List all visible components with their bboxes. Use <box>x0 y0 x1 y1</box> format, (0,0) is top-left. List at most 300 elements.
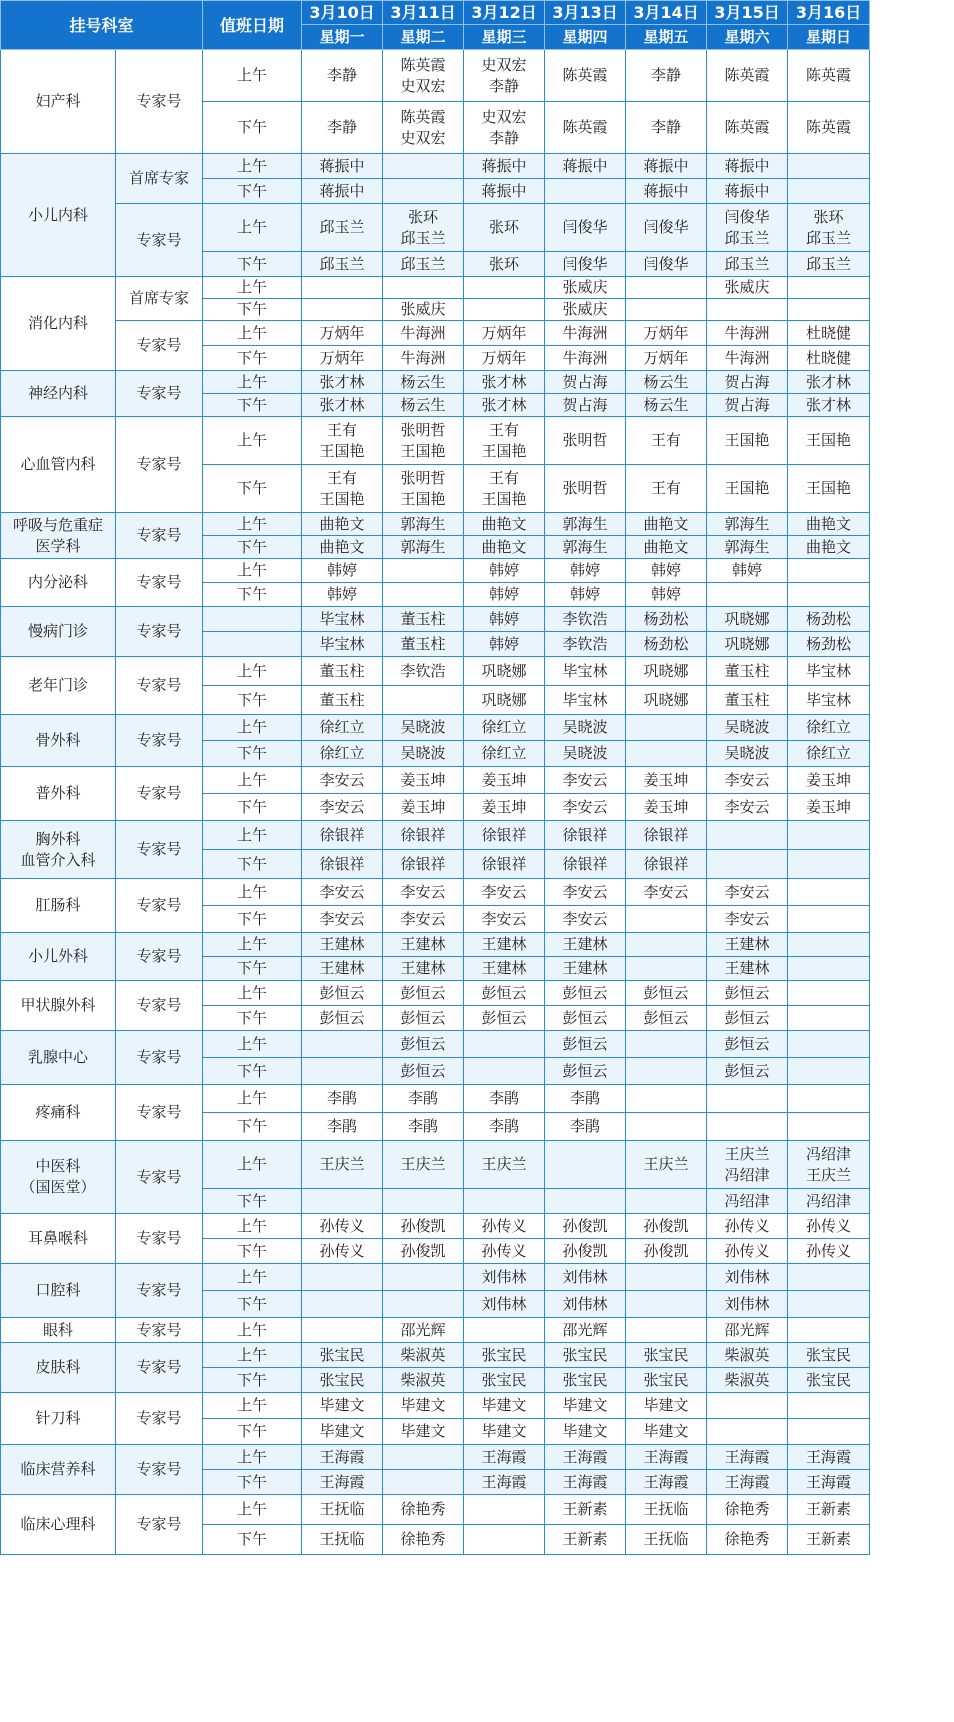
doctor-cell: 徐银祥 <box>302 821 383 850</box>
registration-type: 专家号 <box>116 1445 203 1495</box>
doctor-cell: 孙传义 <box>302 1239 383 1264</box>
department-name: 普外科 <box>1 767 116 821</box>
registration-type: 专家号 <box>116 1343 203 1393</box>
date-header: 3月12日 <box>464 1 545 25</box>
table-row <box>1 50 870 102</box>
doctor-cell: 柴淑英 <box>383 1368 464 1393</box>
doctor-cell: 王有 <box>626 417 707 465</box>
doctor-cell: 李安云 <box>383 906 464 933</box>
doctor-cell: 牛海洲 <box>383 346 464 371</box>
doctor-cell: 彭恒云 <box>464 1006 545 1031</box>
doctor-cell: 董玉柱 <box>383 632 464 657</box>
doctor-cell: 毕宝林 <box>545 686 626 715</box>
department-name: 疼痛科 <box>1 1085 116 1141</box>
doctor-cell: 李安云 <box>707 794 788 821</box>
department-name: 口腔科 <box>1 1264 116 1318</box>
department-name: 胸外科 血管介入科 <box>1 821 116 879</box>
doctor-cell: 彭恒云 <box>383 1058 464 1085</box>
doctor-cell <box>707 1419 788 1445</box>
doctor-cell <box>302 1058 383 1085</box>
doctor-cell: 李鹃 <box>383 1085 464 1113</box>
registration-type: 专家号 <box>116 1031 203 1085</box>
doctor-cell: 徐红立 <box>464 715 545 741</box>
session-label: 下午 <box>203 906 302 933</box>
doctor-cell <box>383 1445 464 1470</box>
session-label <box>203 607 302 632</box>
doctor-cell: 毕建文 <box>464 1419 545 1445</box>
doctor-cell: 李安云 <box>707 767 788 794</box>
session-label: 下午 <box>203 252 302 277</box>
doctor-cell: 王海霞 <box>545 1470 626 1495</box>
doctor-cell: 张环 邱玉兰 <box>788 204 870 252</box>
doctor-cell <box>707 299 788 321</box>
department-name: 针刀科 <box>1 1393 116 1445</box>
doctor-cell: 万炳年 <box>626 346 707 371</box>
doctor-cell: 张才林 <box>464 371 545 394</box>
session-label: 下午 <box>203 1239 302 1264</box>
doctor-cell: 巩晓娜 <box>626 657 707 686</box>
table-row <box>1 513 870 536</box>
session-label: 上午 <box>203 371 302 394</box>
doctor-cell <box>626 715 707 741</box>
doctor-cell: 徐红立 <box>464 741 545 767</box>
doctor-cell: 李鹃 <box>545 1085 626 1113</box>
registration-type: 专家号 <box>116 767 203 821</box>
registration-type: 专家号 <box>116 879 203 933</box>
session-label: 上午 <box>203 1085 302 1113</box>
doctor-cell: 徐银祥 <box>383 821 464 850</box>
doctor-cell: 韩婷 <box>302 583 383 607</box>
session-label: 下午 <box>203 179 302 204</box>
doctor-cell: 杜晓健 <box>788 346 870 371</box>
weekday-header: 星期二 <box>383 25 464 50</box>
doctor-cell <box>788 1291 870 1318</box>
doctor-cell: 彭恒云 <box>383 1031 464 1058</box>
table-row <box>1 277 870 299</box>
doctor-cell: 孙传义 <box>464 1239 545 1264</box>
doctor-cell: 张才林 <box>464 394 545 417</box>
doctor-cell: 徐红立 <box>788 715 870 741</box>
session-label: 上午 <box>203 1343 302 1368</box>
doctor-cell: 李安云 <box>707 906 788 933</box>
doctor-cell: 孙俊凯 <box>545 1214 626 1239</box>
doctor-cell: 王海霞 <box>302 1445 383 1470</box>
table-row <box>1 559 870 583</box>
weekday-header: 星期四 <box>545 25 626 50</box>
session-label: 上午 <box>203 50 302 102</box>
registration-type: 首席专家 <box>116 277 203 321</box>
department-name: 乳腺中心 <box>1 1031 116 1085</box>
doctor-cell <box>302 1031 383 1058</box>
doctor-cell: 张才林 <box>788 371 870 394</box>
department-name: 甲状腺外科 <box>1 981 116 1031</box>
doctor-cell: 李安云 <box>707 879 788 906</box>
doctor-cell: 姜玉坤 <box>464 767 545 794</box>
doctor-cell: 王海霞 <box>788 1470 870 1495</box>
doctor-cell: 彭恒云 <box>707 1058 788 1085</box>
doctor-cell: 彭恒云 <box>707 1031 788 1058</box>
doctor-cell: 王庆兰 <box>626 1141 707 1189</box>
doctor-cell: 李安云 <box>464 879 545 906</box>
doctor-cell <box>626 1264 707 1291</box>
table-row <box>1 1445 870 1470</box>
table-row <box>1 1343 870 1368</box>
doctor-cell: 蒋振中 <box>302 154 383 179</box>
doctor-cell: 彭恒云 <box>707 981 788 1006</box>
doctor-cell: 徐银祥 <box>545 850 626 879</box>
doctor-cell: 邱玉兰 <box>707 252 788 277</box>
duty-date-header: 值班日期 <box>203 1 302 50</box>
doctor-cell: 孙传义 <box>707 1214 788 1239</box>
doctor-cell: 毕建文 <box>626 1393 707 1419</box>
doctor-cell: 蒋振中 <box>626 154 707 179</box>
session-label: 上午 <box>203 1031 302 1058</box>
doctor-cell: 王抚临 <box>302 1525 383 1555</box>
weekday-header: 星期五 <box>626 25 707 50</box>
doctor-cell: 巩晓娜 <box>464 686 545 715</box>
doctor-cell: 杨劲松 <box>788 632 870 657</box>
doctor-cell: 柴淑英 <box>707 1343 788 1368</box>
doctor-cell: 孙传义 <box>302 1214 383 1239</box>
session-label: 下午 <box>203 465 302 513</box>
doctor-cell: 李静 <box>626 50 707 102</box>
doctor-cell <box>383 1189 464 1214</box>
session-label: 上午 <box>203 767 302 794</box>
doctor-cell <box>788 179 870 204</box>
doctor-cell <box>788 1006 870 1031</box>
doctor-cell: 曲艳文 <box>626 513 707 536</box>
doctor-cell: 张宝民 <box>788 1368 870 1393</box>
doctor-cell: 彭恒云 <box>626 981 707 1006</box>
doctor-cell: 陈英霞 <box>545 50 626 102</box>
registration-type: 专家号 <box>116 1085 203 1141</box>
doctor-cell <box>464 1495 545 1525</box>
doctor-cell: 王庆兰 <box>383 1141 464 1189</box>
doctor-cell <box>383 583 464 607</box>
doctor-cell: 蒋振中 <box>545 154 626 179</box>
doctor-cell: 王建林 <box>545 957 626 981</box>
doctor-cell: 李安云 <box>626 879 707 906</box>
doctor-cell: 李鹃 <box>464 1085 545 1113</box>
doctor-cell: 毕建文 <box>626 1419 707 1445</box>
doctor-cell: 王海霞 <box>707 1470 788 1495</box>
doctor-cell: 曲艳文 <box>302 536 383 559</box>
session-label: 上午 <box>203 981 302 1006</box>
doctor-cell: 李安云 <box>545 794 626 821</box>
doctor-cell: 李静 <box>302 102 383 154</box>
doctor-cell: 韩婷 <box>464 632 545 657</box>
doctor-cell: 王建林 <box>302 933 383 957</box>
doctor-cell <box>383 1291 464 1318</box>
doctor-cell: 孙传义 <box>788 1214 870 1239</box>
doctor-cell: 王建林 <box>464 957 545 981</box>
doctor-cell: 刘伟林 <box>707 1264 788 1291</box>
doctor-cell: 孙俊凯 <box>626 1214 707 1239</box>
doctor-cell: 张才林 <box>788 394 870 417</box>
doctor-cell <box>464 277 545 299</box>
doctor-cell <box>383 1264 464 1291</box>
doctor-cell: 张威庆 <box>383 299 464 321</box>
doctor-cell: 杨云生 <box>383 394 464 417</box>
session-label: 下午 <box>203 1006 302 1031</box>
doctor-cell <box>788 1031 870 1058</box>
doctor-cell: 徐银祥 <box>626 850 707 879</box>
doctor-cell: 姜玉坤 <box>383 794 464 821</box>
registration-type: 专家号 <box>116 1214 203 1264</box>
department-name: 慢病门诊 <box>1 607 116 657</box>
doctor-cell: 蒋振中 <box>626 179 707 204</box>
doctor-cell <box>464 1525 545 1555</box>
doctor-cell: 李安云 <box>302 906 383 933</box>
doctor-cell <box>626 1058 707 1085</box>
doctor-cell: 韩婷 <box>626 559 707 583</box>
doctor-cell: 蒋振中 <box>707 179 788 204</box>
doctor-cell <box>788 821 870 850</box>
registration-type: 专家号 <box>116 1264 203 1318</box>
doctor-cell: 李鹃 <box>464 1113 545 1141</box>
doctor-cell: 陈英霞 <box>788 102 870 154</box>
department-name: 骨外科 <box>1 715 116 767</box>
doctor-cell: 徐红立 <box>302 741 383 767</box>
doctor-cell: 曲艳文 <box>464 513 545 536</box>
doctor-cell: 柴淑英 <box>383 1343 464 1368</box>
doctor-cell: 牛海洲 <box>707 321 788 346</box>
session-label: 下午 <box>203 1189 302 1214</box>
doctor-cell: 李鹃 <box>302 1113 383 1141</box>
doctor-cell: 李钦浩 <box>545 632 626 657</box>
doctor-cell: 王庆兰 冯绍津 <box>707 1141 788 1189</box>
doctor-cell: 蒋振中 <box>464 179 545 204</box>
registration-type: 专家号 <box>116 1495 203 1555</box>
doctor-cell: 毕宝林 <box>788 686 870 715</box>
doctor-cell: 毕宝林 <box>545 657 626 686</box>
doctor-cell: 冯绍津 王庆兰 <box>788 1141 870 1189</box>
doctor-cell <box>707 821 788 850</box>
doctor-cell <box>788 981 870 1006</box>
doctor-cell <box>788 1113 870 1141</box>
doctor-cell: 李静 <box>302 50 383 102</box>
doctor-cell: 李安云 <box>545 906 626 933</box>
doctor-cell: 巩晓娜 <box>464 657 545 686</box>
doctor-cell: 张环 <box>464 204 545 252</box>
session-label: 下午 <box>203 686 302 715</box>
doctor-cell: 曲艳文 <box>788 536 870 559</box>
doctor-cell <box>788 299 870 321</box>
session-label: 上午 <box>203 657 302 686</box>
doctor-cell: 姜玉坤 <box>626 794 707 821</box>
doctor-cell <box>626 1031 707 1058</box>
session-label: 下午 <box>203 1419 302 1445</box>
doctor-cell <box>788 879 870 906</box>
doctor-cell <box>707 583 788 607</box>
doctor-cell: 韩婷 <box>545 583 626 607</box>
date-header: 3月16日 <box>788 1 870 25</box>
doctor-cell: 张明哲 王国艳 <box>383 417 464 465</box>
doctor-cell <box>383 179 464 204</box>
doctor-cell <box>707 850 788 879</box>
doctor-cell: 张明哲 <box>545 465 626 513</box>
session-label: 上午 <box>203 933 302 957</box>
registration-type: 专家号 <box>116 513 203 559</box>
registration-type: 专家号 <box>116 204 203 277</box>
department-name: 小儿内科 <box>1 154 116 277</box>
doctor-cell: 李鹃 <box>383 1113 464 1141</box>
doctor-cell: 王建林 <box>383 957 464 981</box>
doctor-cell: 彭恒云 <box>545 1058 626 1085</box>
doctor-cell <box>788 277 870 299</box>
doctor-cell: 王有 <box>626 465 707 513</box>
doctor-cell <box>383 277 464 299</box>
date-header: 3月10日 <box>302 1 383 25</box>
doctor-cell <box>707 1085 788 1113</box>
doctor-cell: 吴晓波 <box>545 715 626 741</box>
doctor-cell <box>788 933 870 957</box>
doctor-cell <box>788 1085 870 1113</box>
department-name: 临床心理科 <box>1 1495 116 1555</box>
department-name: 耳鼻喉科 <box>1 1214 116 1264</box>
doctor-cell: 徐银祥 <box>464 850 545 879</box>
table-row <box>1 1393 870 1419</box>
doctor-cell <box>464 1031 545 1058</box>
table-row <box>1 879 870 906</box>
weekday-header: 星期一 <box>302 25 383 50</box>
doctor-cell <box>464 1058 545 1085</box>
doctor-cell <box>383 686 464 715</box>
doctor-cell: 王建林 <box>302 957 383 981</box>
doctor-cell: 张环 <box>464 252 545 277</box>
doctor-cell <box>302 1189 383 1214</box>
doctor-cell: 王海霞 <box>707 1445 788 1470</box>
doctor-cell: 姜玉坤 <box>788 794 870 821</box>
doctor-cell: 姜玉坤 <box>626 767 707 794</box>
doctor-cell <box>626 1318 707 1343</box>
doctor-cell: 李钦浩 <box>383 657 464 686</box>
doctor-cell: 万炳年 <box>626 321 707 346</box>
doctor-cell: 孙传义 <box>464 1214 545 1239</box>
table-row <box>1 933 870 957</box>
doctor-cell: 杨云生 <box>626 371 707 394</box>
doctor-cell: 王抚临 <box>626 1525 707 1555</box>
doctor-cell <box>302 1318 383 1343</box>
department-name: 皮肤科 <box>1 1343 116 1393</box>
doctor-cell: 郭海生 <box>383 536 464 559</box>
table-row <box>1 204 870 252</box>
session-label: 上午 <box>203 559 302 583</box>
doctor-cell <box>788 1419 870 1445</box>
doctor-cell <box>383 154 464 179</box>
department-name: 临床营养科 <box>1 1445 116 1495</box>
doctor-cell: 杨劲松 <box>626 607 707 632</box>
date-header: 3月11日 <box>383 1 464 25</box>
doctor-cell: 徐银祥 <box>383 850 464 879</box>
doctor-cell: 陈英霞 <box>707 50 788 102</box>
doctor-cell: 张宝民 <box>302 1343 383 1368</box>
doctor-cell: 吴晓波 <box>545 741 626 767</box>
session-label: 下午 <box>203 1291 302 1318</box>
doctor-cell: 郭海生 <box>707 536 788 559</box>
doctor-cell: 毕宝林 <box>302 607 383 632</box>
doctor-cell: 王庆兰 <box>464 1141 545 1189</box>
doctor-cell <box>788 1264 870 1291</box>
doctor-cell <box>626 906 707 933</box>
registration-type: 专家号 <box>116 933 203 981</box>
doctor-cell: 王抚临 <box>626 1495 707 1525</box>
doctor-cell: 王有 王国艳 <box>464 465 545 513</box>
doctor-cell: 王建林 <box>383 933 464 957</box>
session-label: 上午 <box>203 1445 302 1470</box>
doctor-cell <box>626 1291 707 1318</box>
session-label <box>203 632 302 657</box>
doctor-cell: 蒋振中 <box>302 179 383 204</box>
table-row <box>1 715 870 741</box>
doctor-cell: 王海霞 <box>302 1470 383 1495</box>
doctor-cell: 曲艳文 <box>302 513 383 536</box>
doctor-cell: 闫俊华 <box>545 204 626 252</box>
doctor-cell: 王新素 <box>788 1525 870 1555</box>
department-name: 内分泌科 <box>1 559 116 607</box>
table-row <box>1 321 870 346</box>
doctor-cell: 彭恒云 <box>383 981 464 1006</box>
doctor-cell: 杨云生 <box>383 371 464 394</box>
doctor-cell: 郭海生 <box>383 513 464 536</box>
doctor-cell: 王国艳 <box>707 465 788 513</box>
doctor-cell: 曲艳文 <box>626 536 707 559</box>
doctor-cell: 徐红立 <box>788 741 870 767</box>
session-label: 上午 <box>203 1495 302 1525</box>
session-label: 上午 <box>203 154 302 179</box>
doctor-cell: 贺占海 <box>707 394 788 417</box>
table-row <box>1 657 870 686</box>
registration-type: 专家号 <box>116 321 203 371</box>
department-name: 呼吸与危重症 医学科 <box>1 513 116 559</box>
session-label: 上午 <box>203 417 302 465</box>
table-row <box>1 1318 870 1343</box>
doctor-cell: 张宝民 <box>464 1368 545 1393</box>
doctor-cell: 张宝民 <box>545 1343 626 1368</box>
registration-type: 专家号 <box>116 1318 203 1343</box>
doctor-cell: 毕建文 <box>383 1393 464 1419</box>
weekday-header: 星期三 <box>464 25 545 50</box>
doctor-cell: 王新素 <box>545 1525 626 1555</box>
doctor-cell <box>626 741 707 767</box>
doctor-cell: 毕建文 <box>464 1393 545 1419</box>
doctor-cell: 徐艳秀 <box>383 1525 464 1555</box>
session-label: 下午 <box>203 102 302 154</box>
session-label: 下午 <box>203 299 302 321</box>
registration-type: 专家号 <box>116 821 203 879</box>
doctor-cell: 王海霞 <box>545 1445 626 1470</box>
doctor-cell <box>788 583 870 607</box>
doctor-cell <box>788 957 870 981</box>
doctor-cell: 彭恒云 <box>464 981 545 1006</box>
doctor-cell: 杜晓健 <box>788 321 870 346</box>
doctor-cell: 蒋振中 <box>707 154 788 179</box>
doctor-cell: 毕建文 <box>545 1393 626 1419</box>
session-label: 下午 <box>203 794 302 821</box>
session-label: 下午 <box>203 583 302 607</box>
doctor-cell <box>707 1113 788 1141</box>
doctor-cell: 吴晓波 <box>383 715 464 741</box>
doctor-cell: 孙传义 <box>707 1239 788 1264</box>
doctor-cell: 王建林 <box>464 933 545 957</box>
doctor-cell: 王新素 <box>545 1495 626 1525</box>
doctor-cell <box>788 1058 870 1085</box>
doctor-cell: 张宝民 <box>302 1368 383 1393</box>
doctor-cell <box>464 1189 545 1214</box>
doctor-cell <box>626 299 707 321</box>
doctor-cell <box>788 154 870 179</box>
doctor-cell <box>464 299 545 321</box>
